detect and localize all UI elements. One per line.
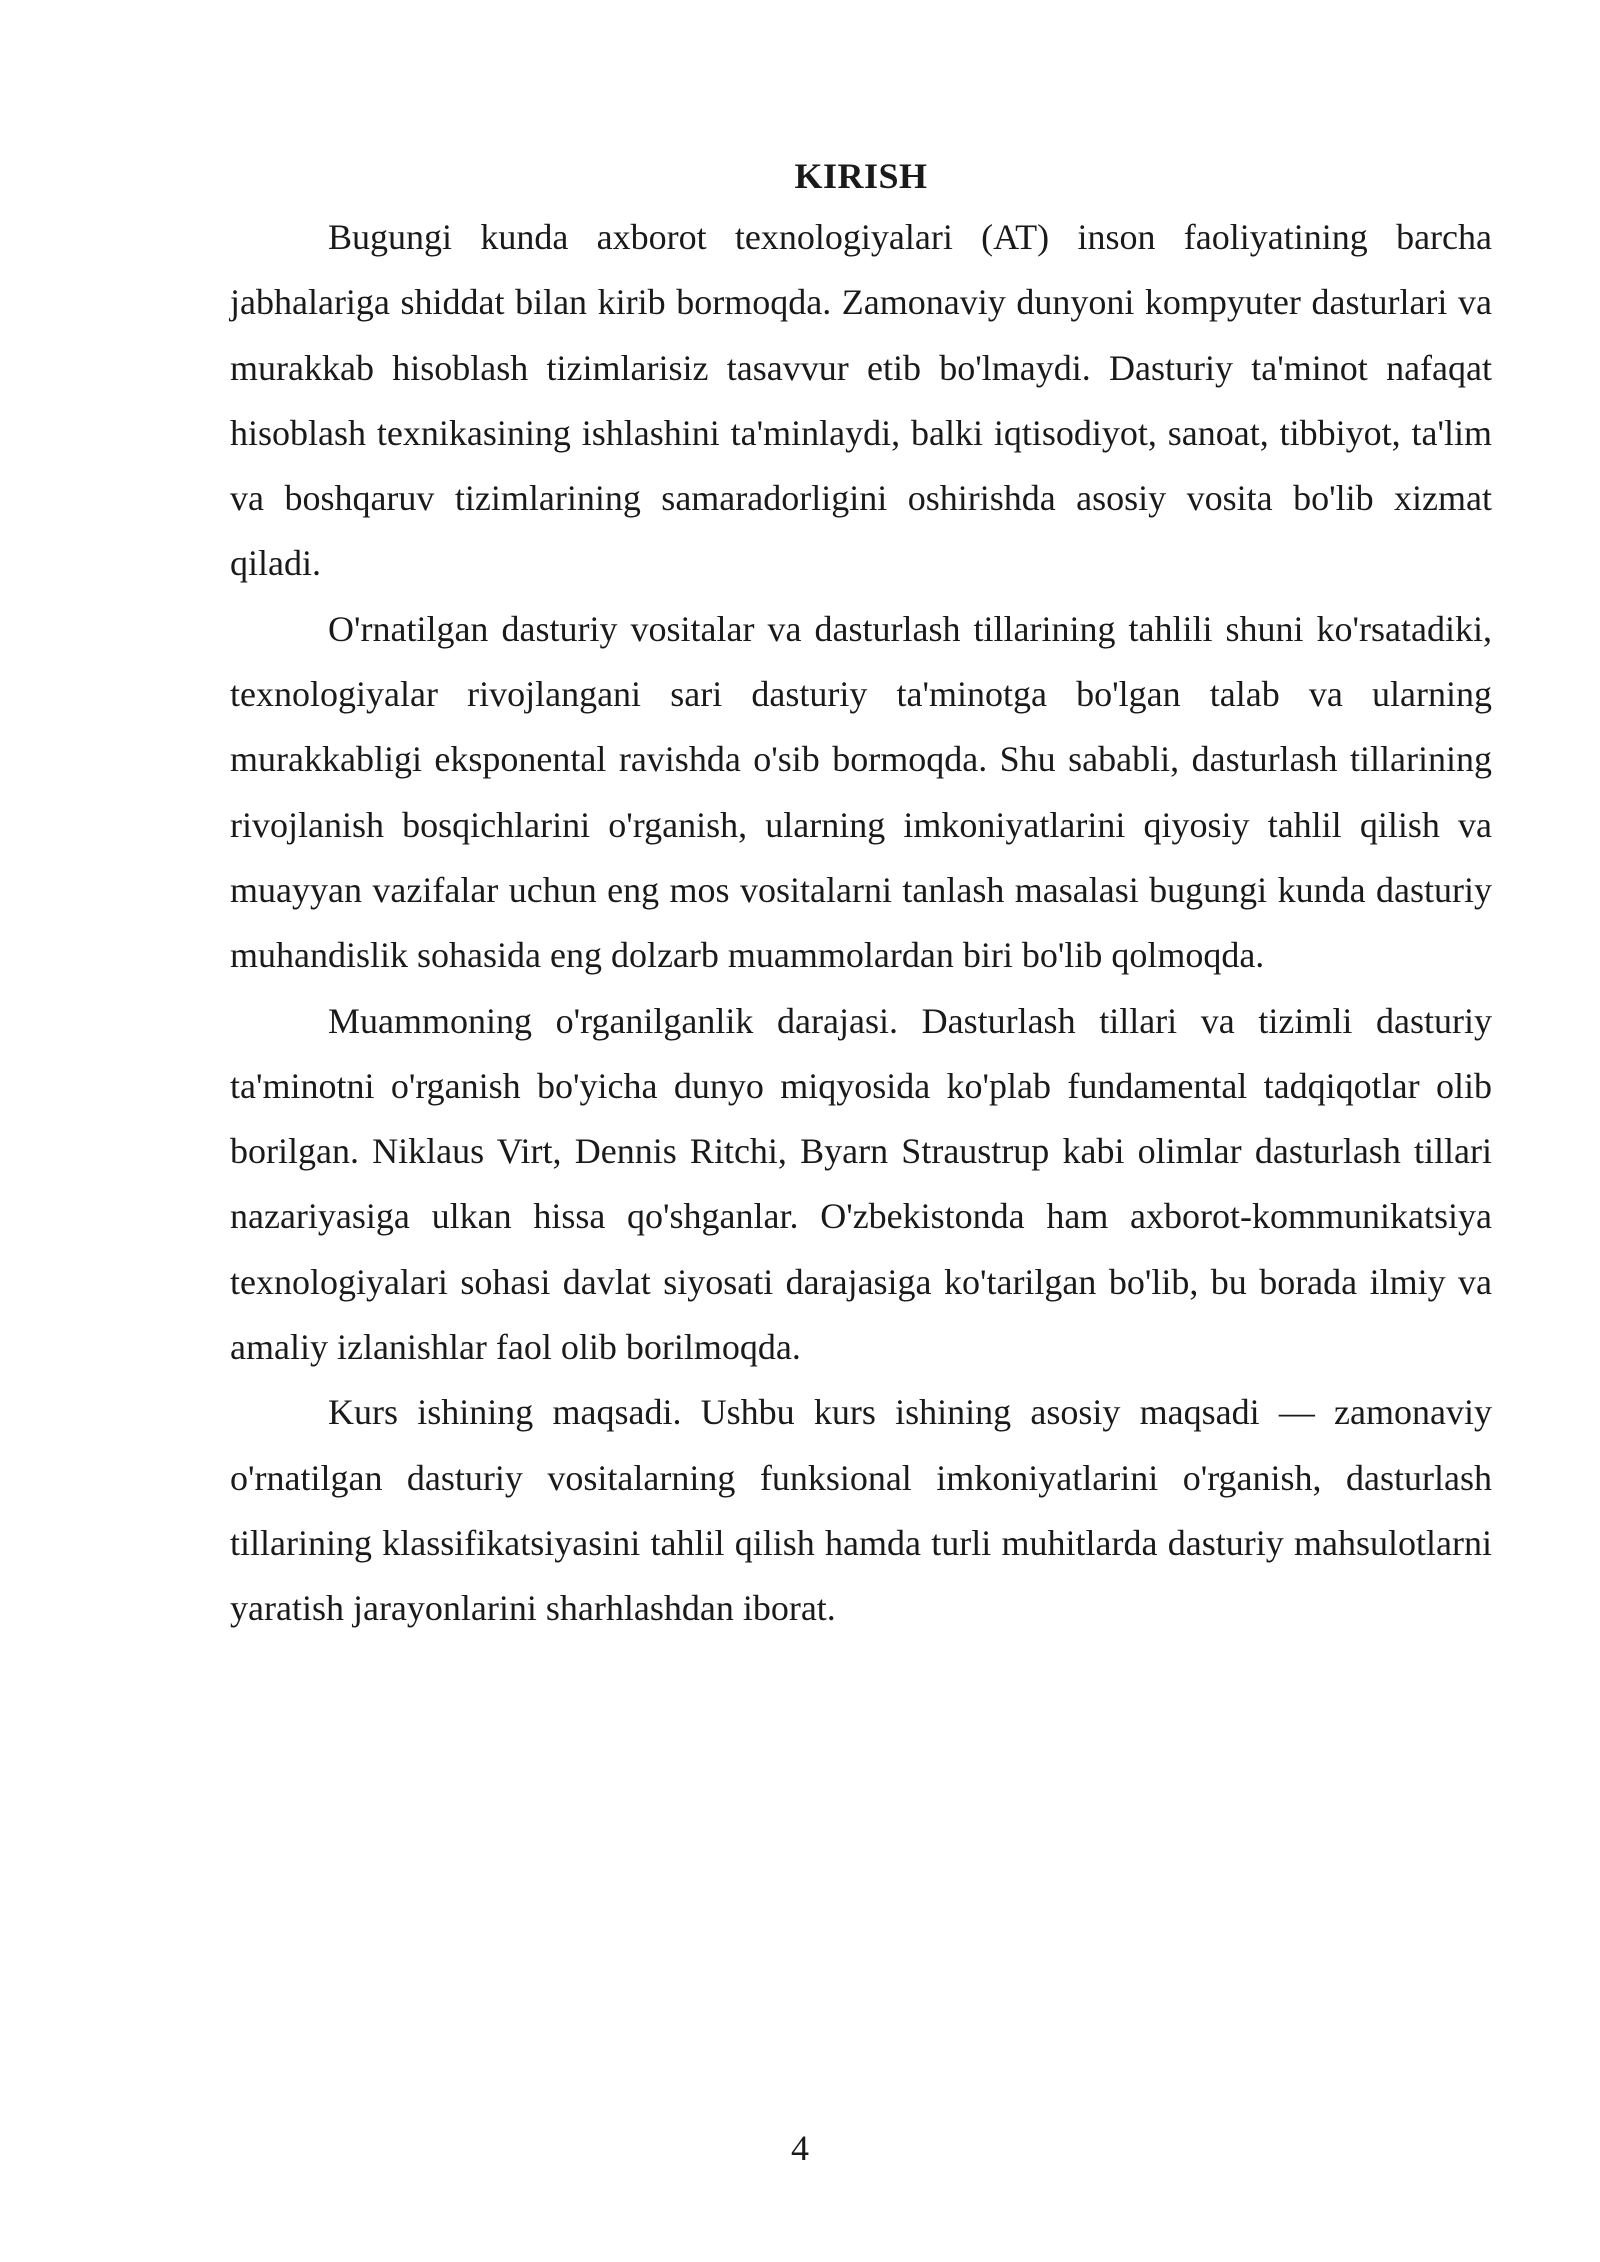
page-body bbox=[230, 150, 1492, 1642]
paragraph-analysis: O'rnatilgan dasturiy vositalar va dasturlash tillarining tahlili shuni ko'rsatadiki, texnologiyalar rivojlangani sari dasturiy ta'minotga bo'lgan talab va ularning murakkabligi eksponental ravishda o'sib bormoqda. Shu sababli, dasturlash tillarining rivojlanish bosqichlarini o'rganish, ularning imkoniyatlarini qiyosiy tahlil qilish va muayyan vazifalar uchun eng mos vositalarni tanlash masalasi bugungi kunda dasturiy muhandislik sohasida eng dolzarb muammolardan biri bo'lib qolmoqda. bbox=[230, 608, 1492, 976]
section-title: KIRISH bbox=[794, 156, 928, 196]
paragraph-introduction: Bugungi kunda axborot texnologiyalari (AT) inson faoliyatining barcha jabhalariga shiddat bilan kirib bormoqda. Zamonaviy dunyoni kompyuter dasturlari va murakkab hisoblash tizimlarisiz tasavvur etib bo'lmaydi. Dasturiy ta'minot nafaqat hisoblash texnikasining ishlashini ta'minlaydi, balki iqtisodiyot, sanoat, tibbiyot, ta'lim va boshqaruv tizimlarining samaradorligini oshirishda asosiy vosita bo'lib xizmat qiladi. bbox=[230, 217, 1492, 584]
paragraph-research-level: Muammoning o'rganilganlik darajasi. Dasturlash tillari va tizimli dasturiy ta'minotni o'rganish bo'yicha dunyo miqyosida ko'plab fundamental tadqiqotlar olib borilgan. Niklaus Virt, Dennis Ritchi, Byarn Straustrup kabi olimlar dasturlash tillari nazariyasiga ulkan hissa qo'shganlar. O'zbekistonda ham axborot-kommunikatsiya texnologiyalari sohasi davlat siyosati darajasiga ko'tarilgan bo'lib, bu borada ilmiy va amaliy izlanishlar faol olib borilmoqda. bbox=[230, 1000, 1492, 1368]
page-number: 4 bbox=[791, 2128, 809, 2168]
paragraph-goal: Kurs ishining maqsadi. Ushbu kurs ishining asosiy maqsadi — zamonaviy o'rnatilgan dasturiy vositalarning funksional imkoniyatlarini o'rganish, dasturlash tillarining klassifikatsiyasini tahlil qilish hamda turli muhitlarda dasturiy mahsulotlarni yaratish jarayonlarini sharhlashdan iborat. bbox=[230, 1392, 1492, 1629]
